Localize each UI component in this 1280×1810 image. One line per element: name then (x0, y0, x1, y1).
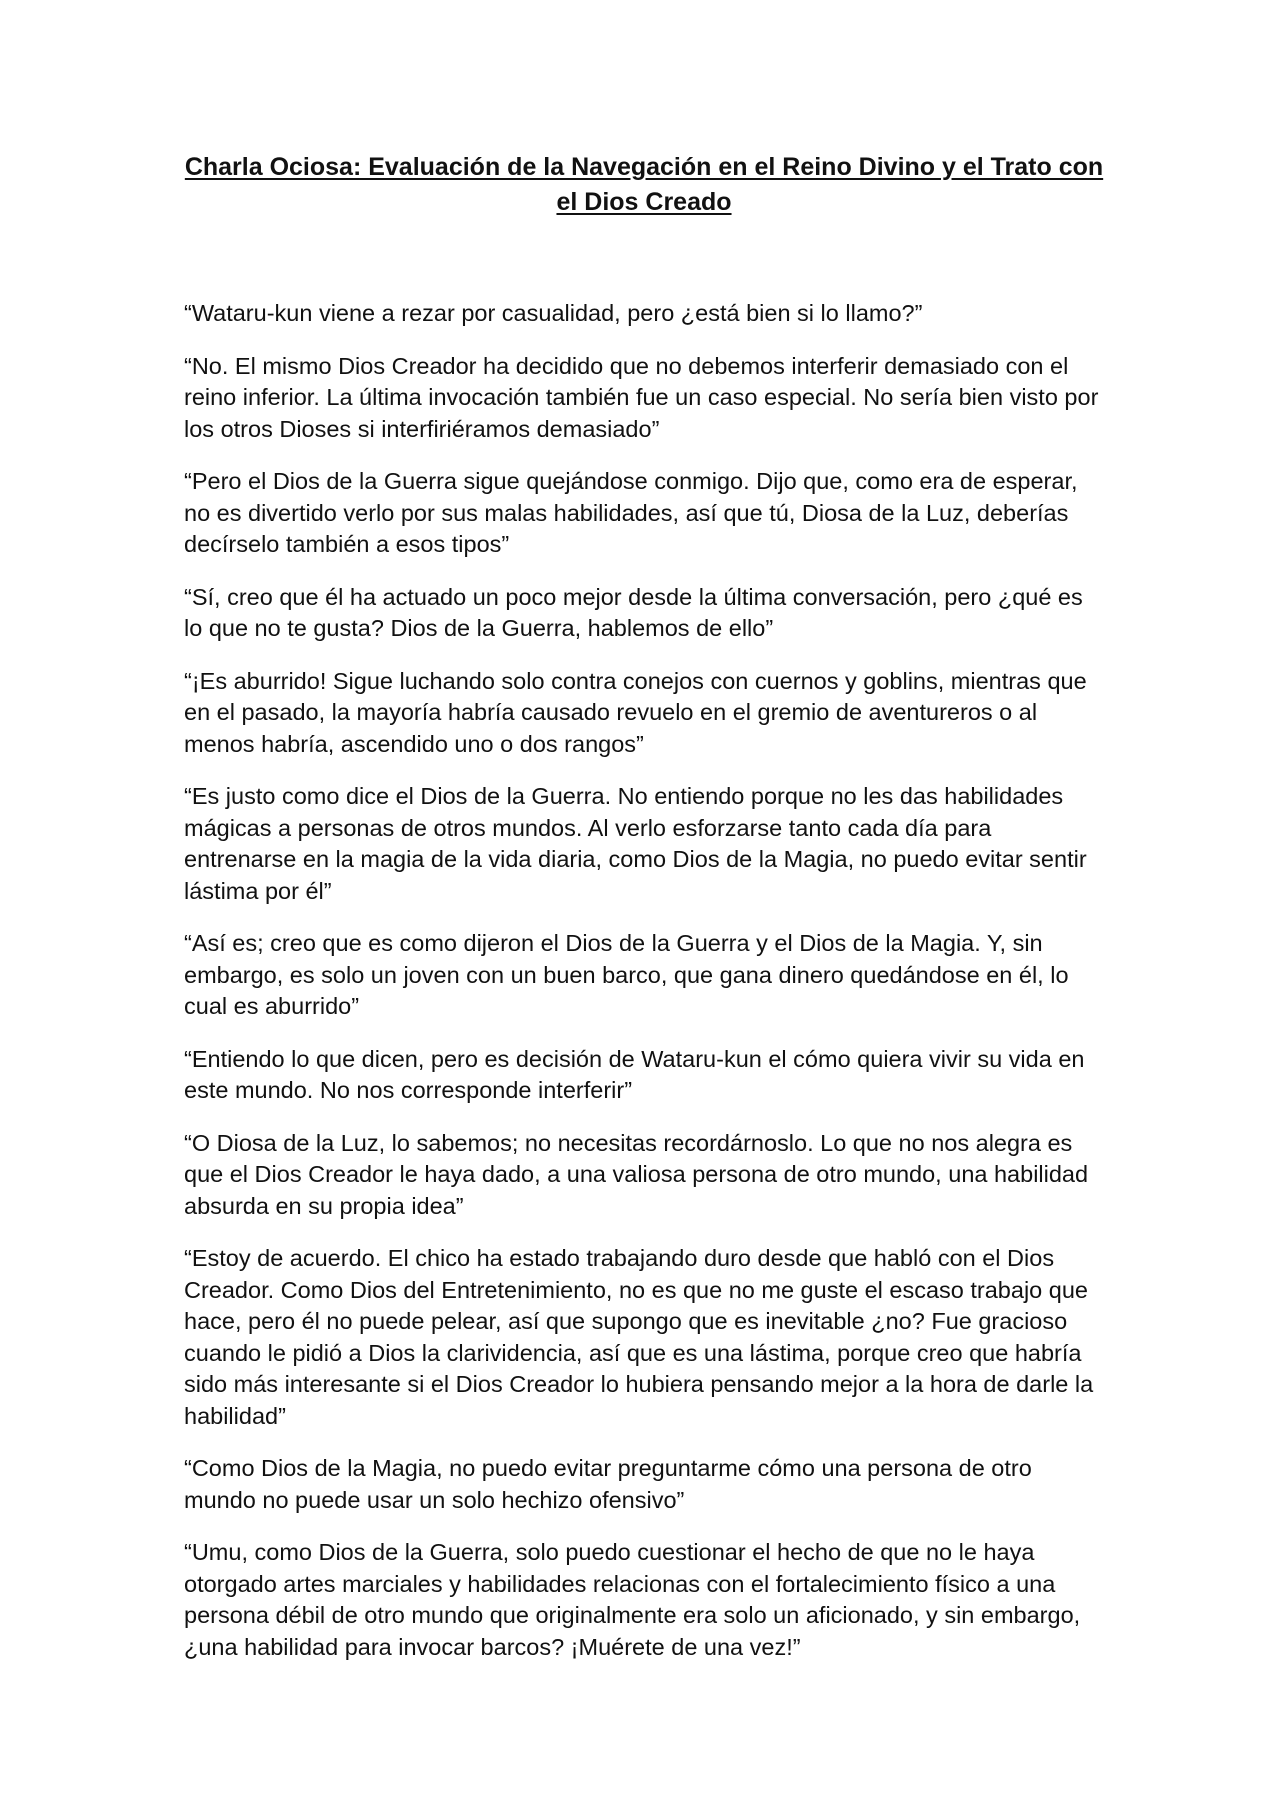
document-title: Charla Ociosa: Evaluación de la Navegación en el Reino Divino y el Trato con el Dios Creado (184, 153, 1104, 216)
paragraph: “Entiendo lo que dicen, pero es decisión de Wataru-kun el cómo quiera vivir su vida en este mundo. No nos corresponde interferir” (184, 1045, 1085, 1103)
paragraph: “O Diosa de la Luz, lo sabemos; no necesitas recordárnoslo. Lo que no nos alegra es que el Dios Creador le haya dado, a una valiosa persona de otro mundo, una habilidad absurda en su propia idea” (184, 1129, 1089, 1219)
paragraph: “Pero el Dios de la Guerra sigue quejándose conmigo. Dijo que, como era de esperar, no es divertido verlo por sus malas habilidades, así que tú, Diosa de la Luz, deberías decírselo también a esos tipos” (184, 468, 1078, 557)
paragraph: “No. El mismo Dios Creador ha decidido que no debemos interferir demasiado con el reino inferior. La última invocación también fue un caso especial. No sería bien visto por los otros Dioses si interfiriéramos demasiado” (184, 352, 1099, 442)
paragraph: “¡Es aburrido! Sigue luchando solo contra conejos con cuernos y goblins, mientras que en el pasado, la mayoría habría causado revuelo en el gremio de aventureros o al menos habría, ascendido uno o dos rangos” (184, 667, 1087, 757)
paragraph: “Como Dios de la Magia, no puedo evitar preguntarme cómo una persona de otro mundo no puede usar un solo hechizo ofensivo” (184, 1455, 1032, 1513)
paragraph: “Es justo como dice el Dios de la Guerra. No entiendo porque no les das habilidades mágicas a personas de otros mundos. Al verlo esforzarse tanto cada día para entrenarse en la magia de la vida diaria, como Dios de la Magia, no puedo evitar sentir lástima por él” (184, 783, 1087, 904)
document-body (184, 298, 1104, 1684)
paragraph: “Estoy de acuerdo. El chico ha estado trabajando duro desde que habló con el Dios Creador. Como Dios del Entretenimiento, no es que no me guste el escaso trabajo que hace, pero él no puede pelear, así que supongo que es inevitable ¿no? Fue gracioso cuando le pidió a Dios la clarividencia, así que es una lástima, porque creo que habría sido más interesante si el Dios Creador lo hubiera pensando mejor a la hora de darle la habilidad” (184, 1245, 1094, 1429)
paragraph: “Umu, como Dios de la Guerra, solo puedo cuestionar el hecho de que no le haya otorgado artes marciales y habilidades relacionas con el fortalecimiento físico a una persona débil de otro mundo que originalmente era solo un aficionado, y sin embargo, ¿una habilidad para invocar barcos? ¡Muérete de una vez!” (184, 1539, 1081, 1660)
paragraph: “Sí, creo que él ha actuado un poco mejor desde la última conversación, pero ¿qué es lo que no te gusta? Dios de la Guerra, hablemos de ello” (184, 583, 1083, 641)
paragraph: “Wataru-kun viene a rezar por casualidad, pero ¿está bien si lo llamo?” (184, 300, 923, 326)
paragraph: “Así es; creo que es como dijeron el Dios de la Guerra y el Dios de la Magia. Y, sin embargo, es solo un joven con un buen barco, que gana dinero quedándose en él, lo cual es aburrido” (184, 930, 1069, 1019)
